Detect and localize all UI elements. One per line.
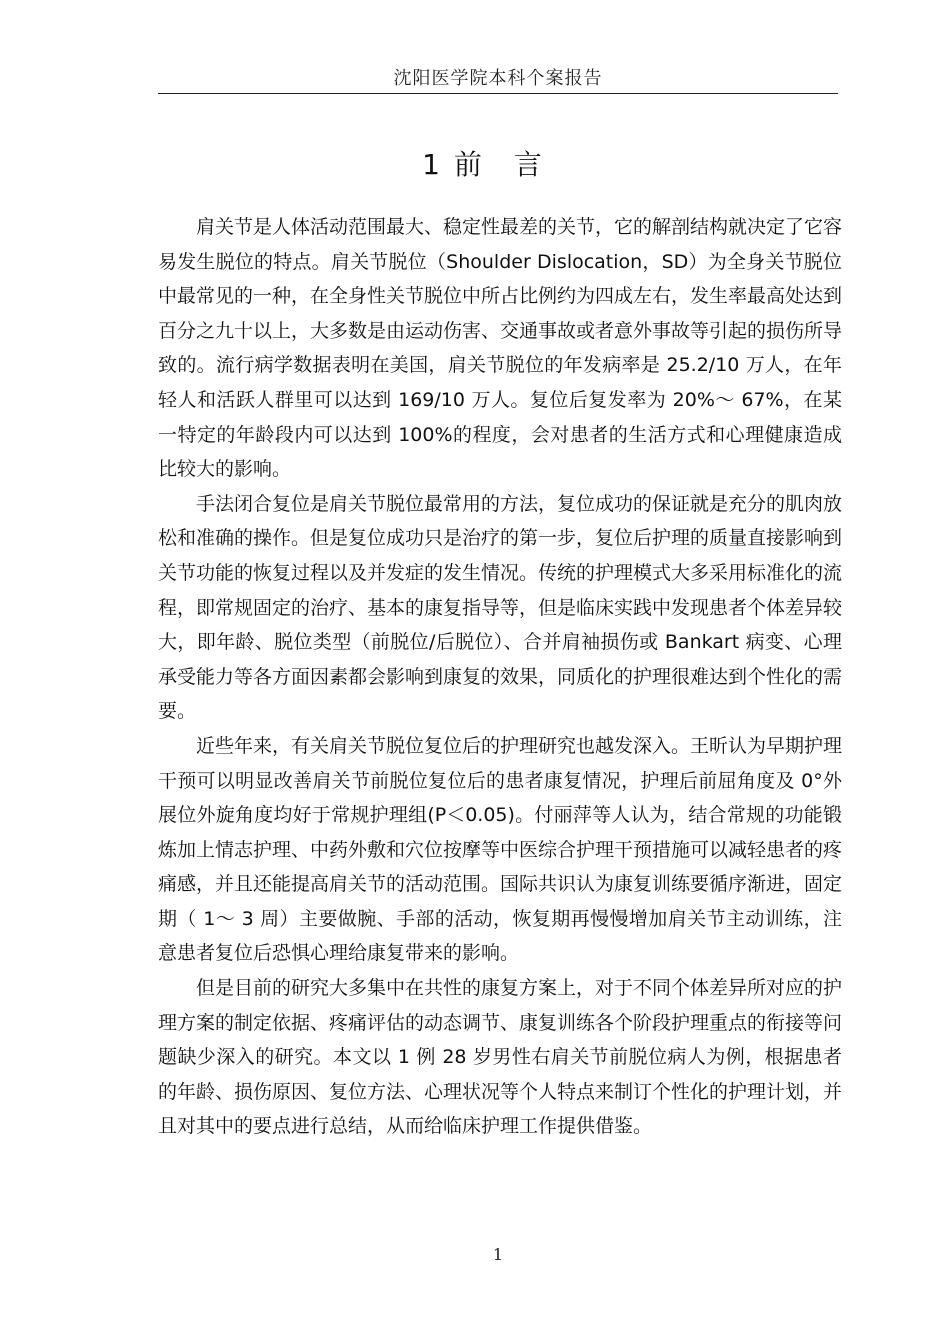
section-title-text: 前言 [453, 148, 574, 181]
body-text [158, 210, 842, 1144]
paragraph-1: 肩关节是人体活动范围最大、稳定性最差的关节，它的解剖结构就决定了它容易发生脱位的特点。肩关节脱位（Shoulder Dislocation，SD）为全身关节脱位中最常见的一种，在全身性关节脱位中所占比例约为四成左右，发生率最高处达到百分之九十以上，大多数是由运动伤害、交通事故或者意外事故等引起的损伤所导致的。流行病学数据表明在美国，肩关节脱位的年发病率是 25.2/10 万人，在年轻人和活跃人群里可以达到 169/10 万人。复位后复发率为 20%～ 67%，在某一特定的年龄段内可以达到 100%的程度，会对患者的生活方式和心理健康造成比较大的影响。 [158, 216, 843, 481]
paragraph-3: 近些年来，有关肩关节脱位复位后的护理研究也越发深入。王昕认为早期护理干预可以明显改善肩关节前脱位复位后的患者康复情况，护理后前屈角度及 0°外展位外旋角度均好于常规护理组(P＜0.05)。付丽萍等人认为，结合常规的功能锻炼加上情志护理、中药外敷和穴位按摩等中医综合护理干预措施可以减轻患者的疼痛感，并且还能提高肩关节的活动范围。国际共识认为康复训练要循序渐进，固定期（ 1～ 3 周）主要做腕、手部的活动，恢复期再慢慢增加肩关节主动训练，注意患者复位后恐惧心理给康复带来的影响。 [158, 734, 843, 965]
section-number: 1 [422, 148, 440, 181]
header-rule [158, 93, 838, 94]
page-number: 1 [492, 1245, 504, 1264]
paragraph-4: 但是目前的研究大多集中在共性的康复方案上，对于不同个体差异所对应的护理方案的制定依据、疼痛评估的动态调节、康复训练各个阶段护理重点的衔接等问题缺少深入的研究。本文以 1 例 28 岁男性右肩关节前脱位病人为例，根据患者的年龄、损伤原因、复位方法、心理状况等个人特点来制订个性化的护理计划，并且对其中的要点进行总结，从而给临床护理工作提供借鉴。 [158, 977, 843, 1138]
running-header: 沈阳医学院本科个案报告 [393, 68, 603, 89]
paragraph-2: 手法闭合复位是肩关节脱位最常用的方法，复位成功的保证就是充分的肌肉放松和准确的操作。但是复位成功只是治疗的第一步，复位后护理的质量直接影响到关节功能的恢复过程以及并发症的发生情况。传统的护理模式大多采用标准化的流程，即常规固定的治疗、基本的康复指导等，但是临床实践中发现患者个体差异较大，即年龄、脱位类型（前脱位/后脱位）、合并肩袖损伤或 Bankart 病变、心理承受能力等各方面因素都会影响到康复的效果，同质化的护理很难达到个性化的需要。 [158, 492, 843, 723]
section-title [158, 143, 838, 183]
